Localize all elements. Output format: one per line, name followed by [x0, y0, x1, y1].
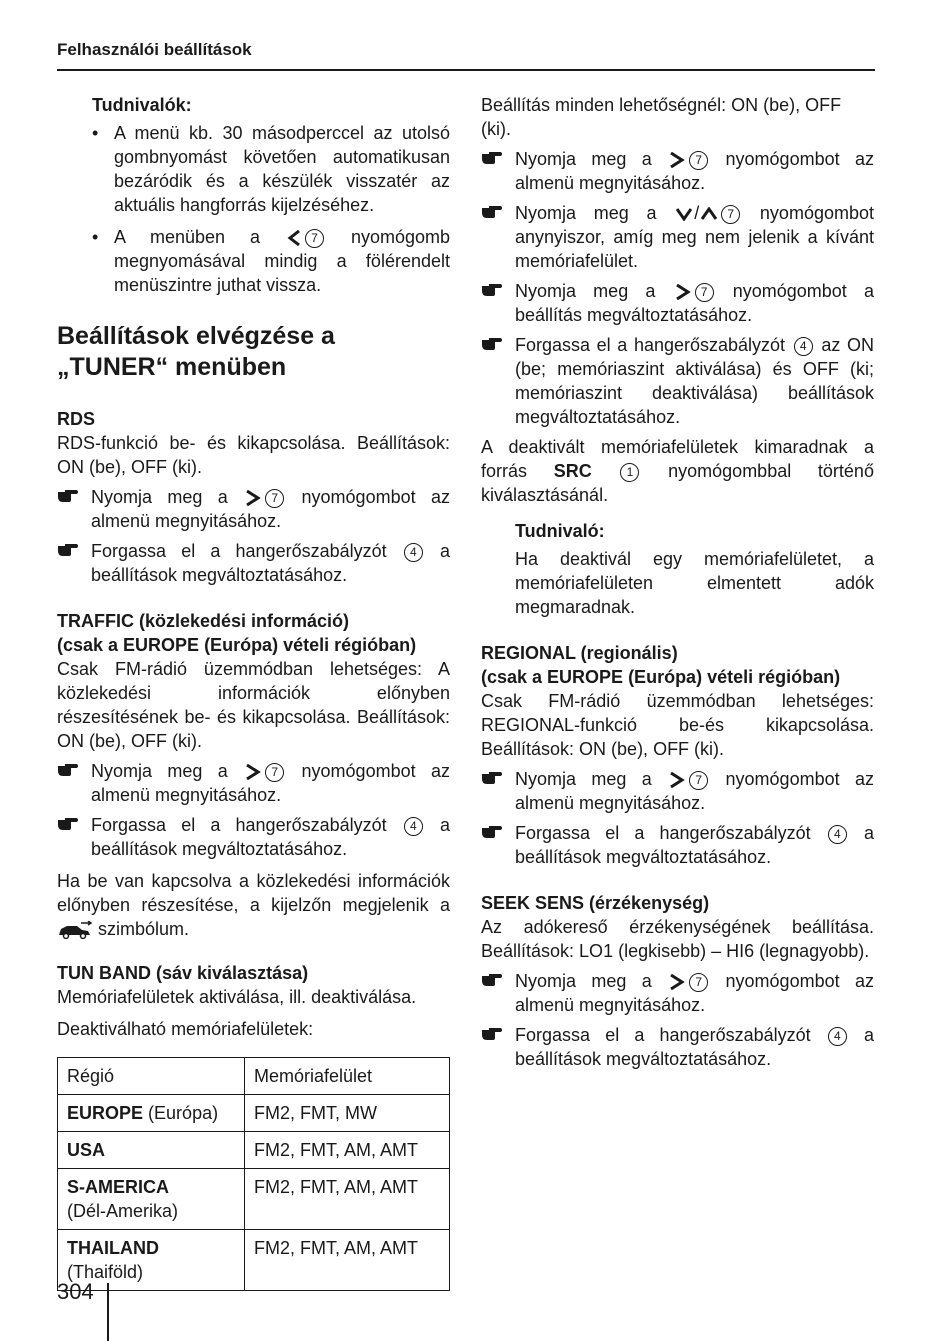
arrow-right-icon: [675, 284, 691, 300]
step-text: Forgassa el a hangerőszabályzót: [515, 335, 786, 355]
arrow-right-icon: [669, 152, 685, 168]
button-number-badge: 7: [265, 763, 284, 782]
volume-knob-number-badge: 4: [828, 825, 847, 844]
pointing-hand-icon: [481, 1024, 503, 1042]
table-row: [58, 1230, 450, 1291]
step-text: nyomógombot az almenü megnyitásához.: [91, 487, 450, 531]
button-number-badge: 1: [620, 463, 639, 482]
region-name: THAILAND: [67, 1238, 159, 1258]
step-text: a beállítások megváltoztatásához.: [515, 823, 874, 867]
button-number-badge: 7: [265, 489, 284, 508]
region-sub: (Thaiföld): [67, 1262, 144, 1282]
rds-step: [57, 539, 450, 587]
rds-step: [57, 485, 450, 533]
table-cell-region: [58, 1169, 245, 1230]
seek-title: SEEK SENS (érzékenység): [481, 893, 710, 913]
table-cell-region: [58, 1095, 245, 1132]
table-cell-memory: FM2, FMT, AM, AMT: [245, 1230, 450, 1291]
table-header-row: [58, 1058, 450, 1095]
memory-step: [481, 201, 874, 273]
separator: /: [694, 203, 700, 223]
page-header-title: Felhasználói beállítások: [57, 40, 252, 59]
button-number-badge: 7: [689, 151, 708, 170]
traffic-after: [57, 869, 450, 941]
region-name: S-AMERICA: [67, 1177, 169, 1197]
arrow-left-icon: [287, 230, 301, 246]
pointing-hand-icon: [481, 148, 503, 166]
traffic-step: [57, 759, 450, 807]
volume-knob-number-badge: 4: [828, 1027, 847, 1046]
table-row: [58, 1132, 450, 1169]
note-text: Ha deaktivál egy memóriafelületet, a memóriafelületen elmentett adók megmaradnak.: [515, 549, 874, 617]
step-text: Nyomja meg a: [91, 487, 228, 507]
table-row: [58, 1169, 450, 1230]
note-text-post: nyomógomb megnyomásával mindig a fölérendelt menüszintre juthat vissza.: [114, 227, 450, 295]
table-row: [58, 1095, 450, 1132]
regional-text: Csak FM-rádió üzemmódban lehetséges: REGIONAL-funkció be-és kikapcsolása. Beállítások: ON (be), OFF (ki).: [481, 691, 874, 759]
step-text: nyomógombot az almenü megnyitásához.: [91, 761, 450, 805]
notes-block: [57, 93, 450, 297]
step-text: nyomógombot az almenü megnyitásához.: [515, 769, 874, 813]
pointing-hand-icon: [481, 202, 503, 220]
traffic-car-icon: [57, 921, 93, 939]
region-sub: (Európa): [148, 1103, 219, 1123]
step-text: Forgassa el a hangerőszabályzót: [91, 815, 387, 835]
step-text: Nyomja meg a: [515, 281, 656, 301]
pointing-hand-icon: [57, 540, 79, 558]
step-text: Forgassa el a hangerőszabályzót: [91, 541, 387, 561]
pointing-hand-icon: [57, 486, 79, 504]
note-block: [481, 519, 874, 619]
step-text: Nyomja meg a: [515, 769, 652, 789]
table-header-memory: Memóriafelület: [245, 1058, 450, 1095]
step-text: Nyomja meg a: [515, 149, 652, 169]
regional-title: [481, 641, 874, 689]
region-name: EUROPE: [67, 1103, 144, 1123]
step-text: az ON (be; memóriaszint aktiválása) és OFF (ki; memóriaszint deaktiválása) beállítások megváltoztatásához.: [515, 335, 874, 427]
note-item: [92, 121, 450, 217]
seek-text: Az adókereső érzékenységének beállítása. Beállítások: LO1 (legkisebb) – HI6 (legnagyobb).: [481, 917, 874, 961]
traffic-step: [57, 813, 450, 861]
right-column: [481, 93, 874, 1071]
rds-text: RDS-funkció be- és kikapcsolása. Beállítások: ON (be), OFF (ki).: [57, 433, 450, 477]
step-text: Nyomja meg a: [515, 971, 652, 991]
volume-knob-number-badge: 4: [404, 543, 423, 562]
left-column: [57, 93, 450, 1291]
button-number-badge: 7: [695, 283, 714, 302]
table-cell-memory: FM2, FMT, AM, AMT: [245, 1169, 450, 1230]
button-number-badge: 7: [689, 771, 708, 790]
table-header-region: Régió: [58, 1058, 245, 1095]
table-cell-region: [58, 1132, 245, 1169]
traffic-title: [57, 609, 450, 657]
regional-title-line1: REGIONAL (regionális): [481, 643, 678, 663]
region-sub: (Dél-Amerika): [67, 1201, 179, 1221]
note-text-pre: A menüben a: [114, 227, 260, 247]
page-number-bar: [107, 1283, 109, 1341]
pointing-hand-icon: [481, 768, 503, 786]
step-text: nyomógombot az almenü megnyitásához.: [515, 149, 874, 193]
regional-step: [481, 821, 874, 869]
pointing-hand-icon: [57, 760, 79, 778]
button-number-badge: 7: [689, 973, 708, 992]
step-text: a beállítások megváltoztatásához.: [91, 815, 450, 859]
regional-step: [481, 767, 874, 815]
step-text: a beállítások megváltoztatásához.: [91, 541, 450, 585]
note-text: A menü kb. 30 másodperccel az utolsó gombnyomást követően automatikusan bezáródik és a készülék visszatér az aktuális hangforrás kijelzéséhez.: [114, 123, 450, 215]
traffic-text: Csak FM-rádió üzemmódban lehetséges: A közlekedési információk előnyben részesítésének be- és kikapcsolása. Beállítások: ON (be), OFF (ki).: [57, 659, 450, 751]
step-text: a beállítások megváltoztatásához.: [515, 1025, 874, 1069]
src-label: SRC: [553, 461, 592, 481]
memory-step: [481, 333, 874, 429]
regional-title-line2: (csak a EUROPE (Európa) vételi régióban): [481, 667, 841, 687]
page-number: 304: [57, 1279, 94, 1304]
step-text: Forgassa el a hangerőszabályzót: [515, 1025, 811, 1045]
step-text: Nyomja meg a: [91, 761, 228, 781]
pointing-hand-icon: [481, 970, 503, 988]
button-number-badge: 7: [305, 229, 324, 248]
seek-step: [481, 969, 874, 1017]
deact-text-pre: A deaktivált memóriafelületek kimaradnak a forrás: [481, 437, 874, 481]
pointing-hand-icon: [481, 334, 503, 352]
traffic-title-line2: (csak a EUROPE (Európa) vételi régióban): [57, 635, 417, 655]
memory-step: [481, 147, 874, 195]
arrow-right-icon: [245, 764, 261, 780]
tunband-text1: Memóriafelületek aktiválása, ill. deaktiválása.: [57, 987, 417, 1007]
arrow-down-icon: [676, 207, 692, 221]
memory-table: [57, 1057, 450, 1291]
volume-knob-number-badge: 4: [404, 817, 423, 836]
header-rule: [57, 69, 875, 71]
traffic-after-text2: szimbólum.: [98, 919, 190, 939]
pointing-hand-icon: [481, 280, 503, 298]
tunband-title: TUN BAND (sáv kiválasztása): [57, 963, 309, 983]
tunband-text2: Deaktiválható memóriafelületek:: [57, 1019, 314, 1039]
memory-step: [481, 279, 874, 327]
section-heading: Beállítások elvégzése a „TUNER“ menüben: [57, 322, 335, 381]
step-text: Forgassa el a hangerőszabályzót: [515, 823, 811, 843]
pointing-hand-icon: [57, 814, 79, 832]
deact-text-post: nyomógombbal történő kiválasztásánál.: [481, 461, 874, 505]
right-intro: Beállítás minden lehetőségnél: ON (be), OFF (ki).: [481, 95, 842, 139]
bullet-dot: •: [92, 123, 99, 143]
region-name: USA: [67, 1140, 106, 1160]
arrow-right-icon: [669, 974, 685, 990]
arrow-right-icon: [669, 772, 685, 788]
deactivated-text: [481, 435, 874, 507]
step-text: Nyomja meg a: [515, 203, 657, 223]
arrow-up-icon: [701, 207, 717, 221]
button-number-badge: 7: [721, 205, 740, 224]
traffic-title-line1: TRAFFIC (közlekedési információ): [57, 611, 350, 631]
step-text: nyomógombot a beállítás megváltoztatásához.: [515, 281, 874, 325]
pointing-hand-icon: [481, 822, 503, 840]
note-item: [92, 225, 450, 297]
traffic-after-text: Ha be van kapcsolva a közlekedési információk előnyben részesítése, a kijelzőn megjelenik a: [57, 871, 450, 915]
note-title: Tudnivaló:: [515, 521, 605, 541]
bullet-dot: •: [92, 227, 99, 247]
step-text: nyomógombot anynyiszor, amíg meg nem jelenik a kívánt memóriafelület.: [515, 203, 874, 271]
step-text: nyomógombot az almenü megnyitásához.: [515, 971, 874, 1015]
volume-knob-number-badge: 4: [794, 337, 813, 356]
notes-title: Tudnivalók:: [92, 95, 192, 115]
table-cell-memory: FM2, FMT, AM, AMT: [245, 1132, 450, 1169]
rds-title: RDS: [57, 409, 96, 429]
arrow-right-icon: [245, 490, 261, 506]
table-cell-memory: FM2, FMT, MW: [245, 1095, 450, 1132]
seek-step: [481, 1023, 874, 1071]
